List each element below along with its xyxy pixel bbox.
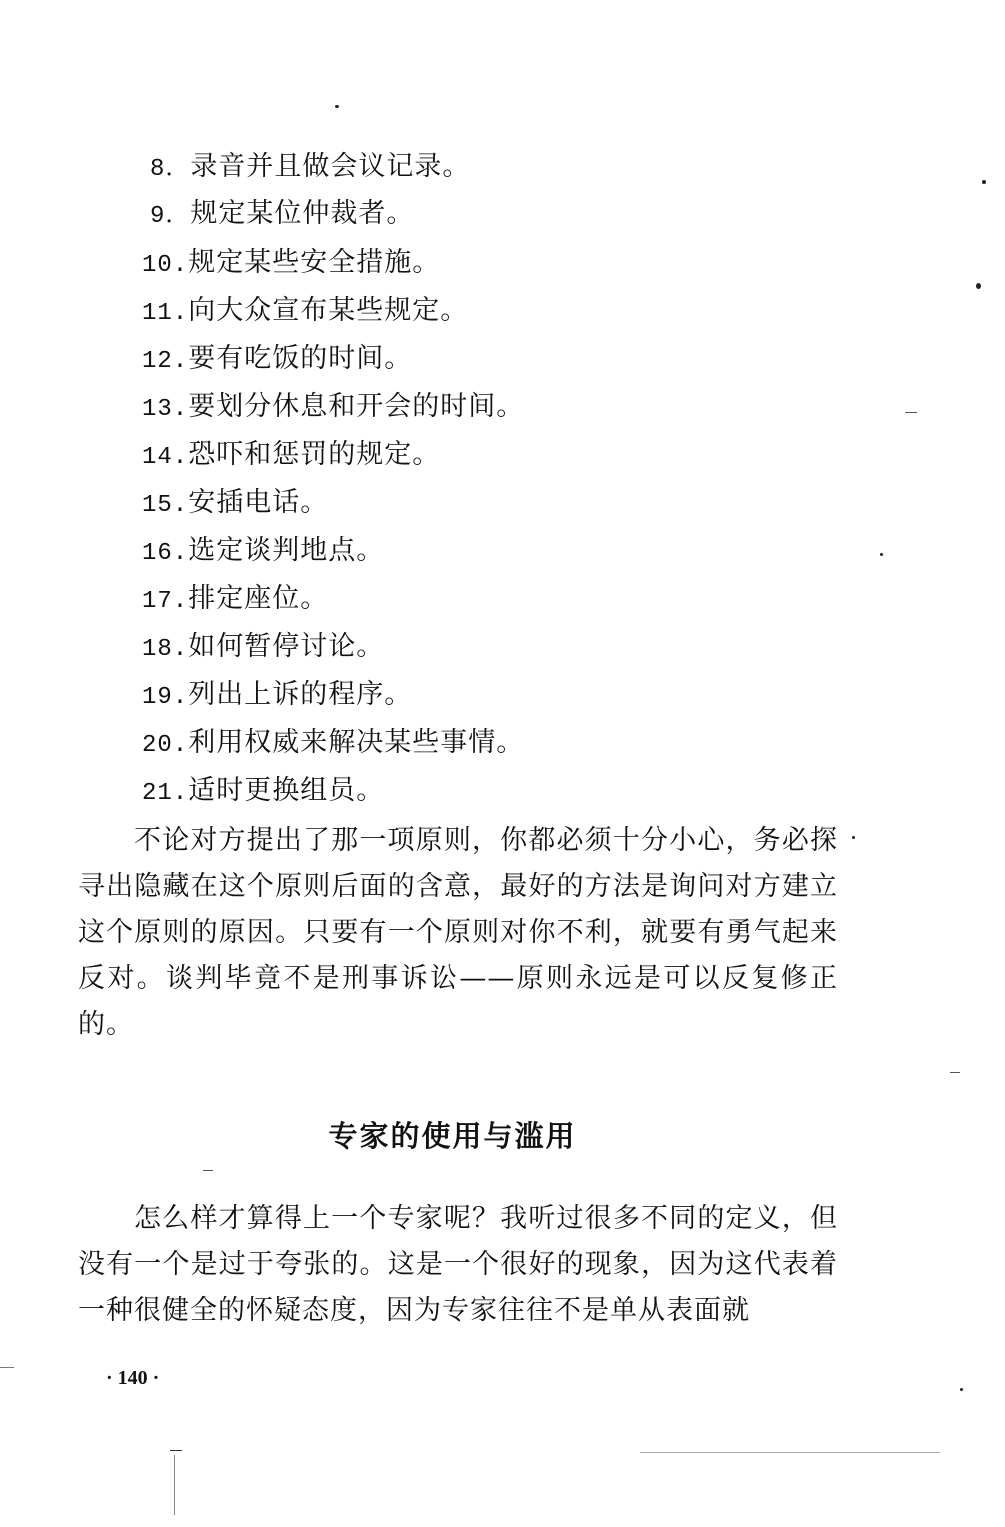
scan-speck bbox=[170, 1450, 182, 1451]
scan-speck bbox=[976, 283, 981, 289]
scan-speck bbox=[335, 105, 339, 108]
list-item-text: 利用权威来解决某些事情。 bbox=[188, 727, 525, 758]
list-item-number: 16. bbox=[142, 540, 189, 567]
scan-speck bbox=[960, 1388, 963, 1391]
scan-speck bbox=[982, 180, 986, 184]
list-item bbox=[142, 438, 440, 475]
list-item-number: 11. bbox=[142, 300, 189, 327]
list-item bbox=[142, 630, 384, 667]
list-item-text: 选定谈判地点。 bbox=[188, 535, 385, 566]
list-item-text: 排定座位。 bbox=[188, 583, 329, 614]
scan-speck bbox=[950, 1072, 960, 1073]
list-item-text: 向大众宣布某些规定。 bbox=[188, 295, 469, 326]
page-number: · 140 · bbox=[106, 1367, 160, 1389]
scan-line bbox=[174, 1455, 175, 1515]
list-item-text: 要划分休息和开会的时间。 bbox=[188, 391, 525, 422]
scan-speck bbox=[0, 1367, 14, 1368]
scan-line bbox=[640, 1452, 940, 1453]
list-item bbox=[142, 390, 524, 427]
list-item-number: 19. bbox=[142, 684, 189, 711]
list-item-text: 恐吓和惩罚的规定。 bbox=[188, 439, 441, 470]
list-item-text: 适时更换组员。 bbox=[188, 775, 385, 806]
list-item bbox=[142, 294, 468, 331]
list-item-number: 15. bbox=[142, 492, 189, 519]
list-item bbox=[142, 342, 412, 379]
list-item-number: 8． bbox=[150, 156, 191, 183]
list-item-number: 20. bbox=[142, 732, 189, 759]
list-item bbox=[142, 774, 384, 811]
list-item-number: 10. bbox=[142, 252, 189, 279]
list-item-text: 要有吃饭的时间。 bbox=[188, 343, 413, 374]
list-item-text: 规定某位仲裁者。 bbox=[190, 198, 415, 229]
scan-speck bbox=[203, 1170, 213, 1171]
list-item bbox=[142, 246, 440, 283]
scan-speck bbox=[852, 836, 855, 839]
list-item-text: 列出上诉的程序。 bbox=[188, 679, 413, 710]
list-item-number: 13. bbox=[142, 396, 189, 423]
list-item bbox=[142, 678, 412, 715]
list-item-text: 安插电话。 bbox=[188, 487, 329, 518]
body-paragraph: 怎么样才算得上一个专家呢？我听过很多不同的定义，但没有一个是过于夸张的。这是一个很好的现象，因为这代表着一种很健全的怀疑态度，因为专家往往不是单从表面就 bbox=[78, 1203, 838, 1326]
list-item-text: 规定某些安全措施。 bbox=[188, 247, 441, 278]
body-paragraph: 不论对方提出了那一项原则，你都必须十分小心，务必探寻出隐藏在这个原则后面的含意，最好的方法是询问对方建立这个原则的原因。只要有一个原则对你不利，就要有勇气起来反对。谈判毕竟不是刑事诉讼——原则永远是可以反复修正的。 bbox=[78, 825, 838, 1040]
list-item-number: 12. bbox=[142, 348, 189, 375]
list-item bbox=[150, 197, 414, 234]
list-item-number: 21. bbox=[142, 780, 189, 807]
list-item-number: 17. bbox=[142, 588, 189, 615]
list-item-number: 14. bbox=[142, 444, 189, 471]
list-item bbox=[150, 150, 470, 187]
list-item-number: 9． bbox=[150, 203, 191, 230]
scan-speck bbox=[905, 412, 917, 413]
list-item bbox=[142, 582, 328, 619]
list-item bbox=[142, 486, 328, 523]
scan-speck bbox=[880, 553, 883, 556]
list-item bbox=[142, 726, 524, 763]
section-heading: 专家的使用与滥用 bbox=[328, 1119, 577, 1153]
list-item-text: 如何暂停讨论。 bbox=[188, 631, 385, 662]
list-item bbox=[142, 534, 384, 571]
list-item-number: 18. bbox=[142, 636, 189, 663]
list-item-text: 录音并且做会议记录。 bbox=[190, 151, 471, 182]
